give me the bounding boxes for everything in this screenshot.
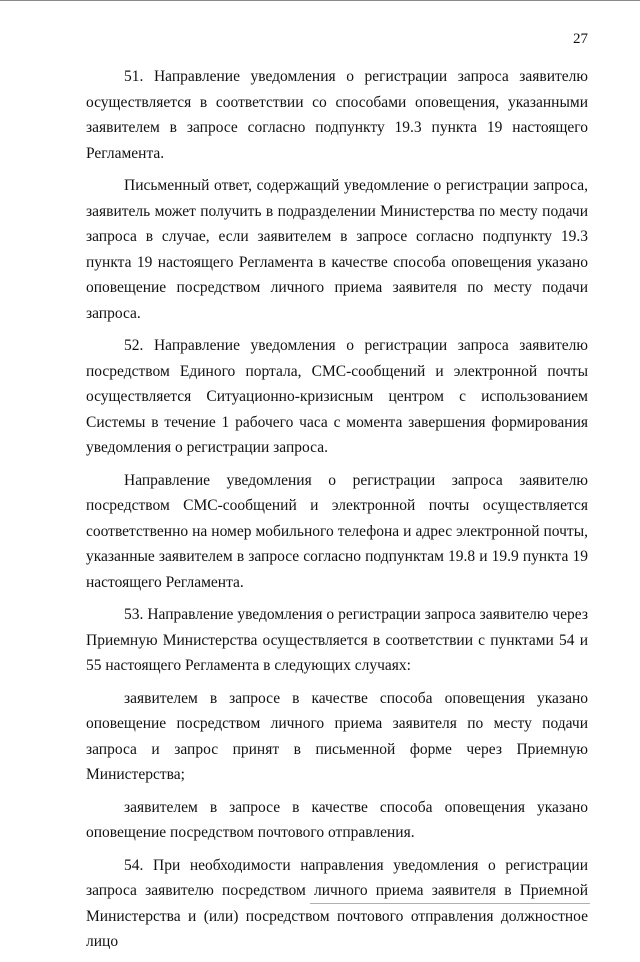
scan-edge-top <box>0 0 640 1</box>
paragraph-written-response: Письменный ответ, содержащий уведомление о регистрации запроса, заявитель может получить в подразделении Министерства по месту подачи запроса в случае, если заявителем в запросе согласно подпункту 19.3 пункта 19 настоящего Регламента в качестве способа оповещения указано оповещение посредством личного приема заявителя по месту подачи запроса. <box>86 177 588 322</box>
scan-edge-bottom <box>310 903 590 904</box>
paragraph-case-personal-reception: заявителем в запросе в качестве способа оповещения указано оповещение посредством личного приема заявителя по месту подачи запроса и запрос принят в письменной форме через Приемную Министерства; <box>86 689 588 783</box>
page-number: 27 <box>573 31 588 47</box>
paragraph-51: 51. Направление уведомления о регистрации запроса заявителю осуществляется в соответствии со способами оповещения, указанными заявителем в запросе согласно подпункту 19.3 пункта 19 настоящего Регламента. <box>86 68 588 162</box>
document-body <box>86 64 588 962</box>
paragraph-53: 53. Направление уведомления о регистрации запроса заявителю через Приемную Министерства осуществляется в соответствии с пунктами 54 и 55 настоящего Регламента в следующих случаях: <box>86 606 588 674</box>
paragraph-52: 52. Направление уведомления о регистрации запроса заявителю посредством Единого портала, СМС-сообщений и электронной почты осуществляется Ситуационно-кризисным центром с использованием Системы в течение 1 рабочего часа с момента завершения формирования уведомления о регистрации запроса. <box>86 337 588 456</box>
paragraph-case-postal: заявителем в запросе в качестве способа оповещения указано оповещение посредством почтового отправления. <box>86 798 588 841</box>
paragraph-sms-email: Направление уведомления о регистрации запроса заявителю посредством СМС-сообщений и электронной почты осуществляется соответственно на номер мобильного телефона и адрес электронной почты, указанные заявителем в запросе согласно подпунктам 19.8 и 19.9 пункта 19 настоящего Регламента. <box>86 471 588 591</box>
paragraph-54: 54. При необходимости направления уведомления о регистрации запроса заявителю посредством личного приема заявителя в Приемной Министерства и (или) посредством почтового отправления должностное лицо <box>86 856 588 950</box>
